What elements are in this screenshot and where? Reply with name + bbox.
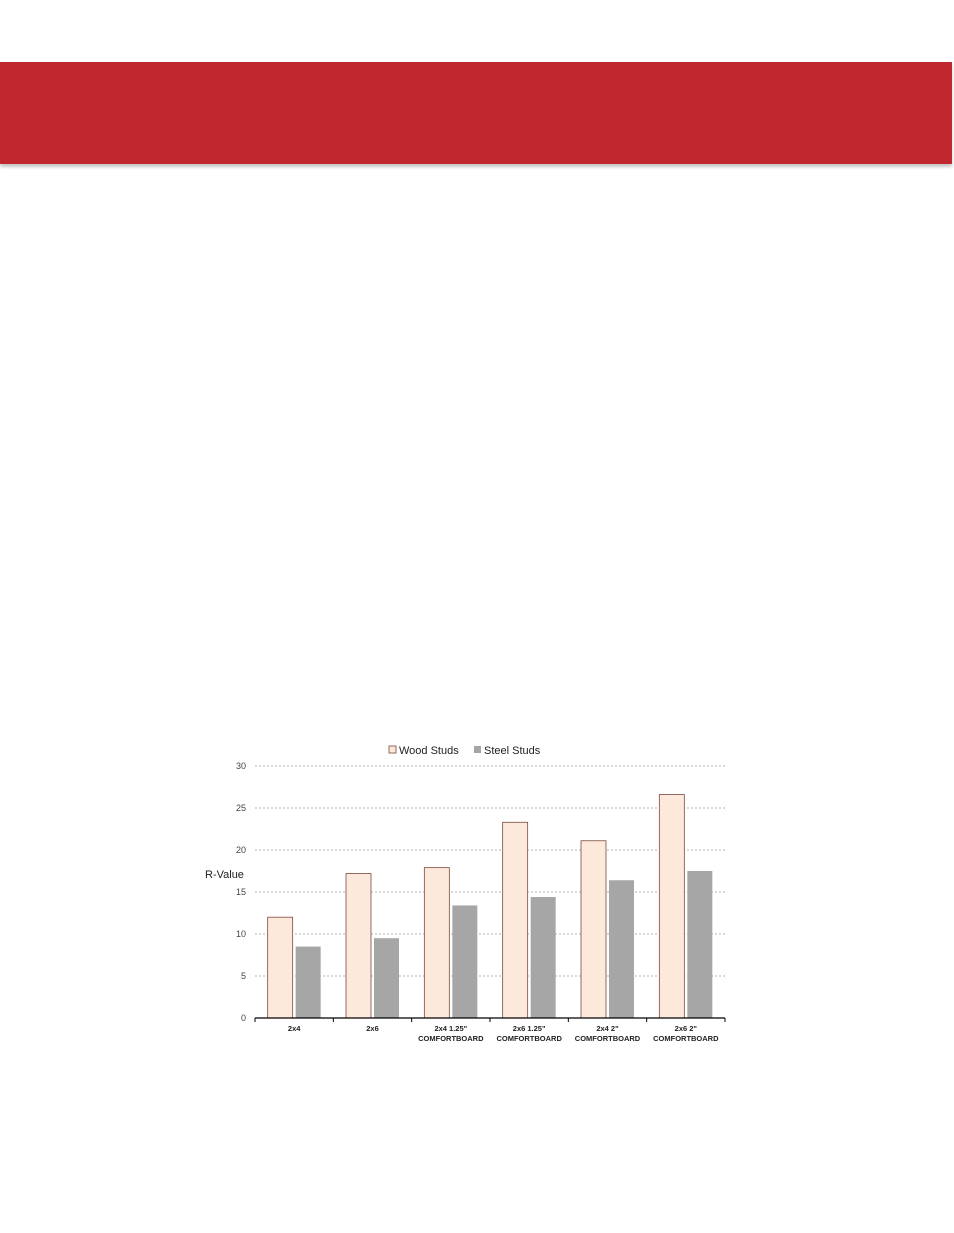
legend-wood-studs-swatch [389,746,396,753]
y-tick-label: 10 [235,929,246,939]
bar-wood-studs [659,795,684,1018]
bar-wood-studs [268,917,293,1018]
x-category-label: 2x4 1.25" [434,1024,468,1033]
bar-steel-studs [687,871,712,1018]
x-category-label: 2x6 1.25" [512,1024,546,1033]
y-tick-label: 5 [240,971,246,981]
bar-steel-studs [531,897,556,1018]
legend-steel-studs-swatch [474,746,481,753]
x-category-label: 2x6 2" [674,1024,697,1033]
x-category-label: COMFORTBOARD [418,1034,484,1043]
bar-steel-studs [296,947,321,1018]
y-tick-label: 25 [235,803,246,813]
bar-steel-studs [452,905,477,1018]
bar-steel-studs [374,938,399,1018]
y-tick-label: 20 [235,845,246,855]
x-category-label: 2x4 [287,1024,301,1033]
legend-wood-studs-label: Wood Studs [399,745,459,757]
y-tick-label: 30 [235,761,246,771]
bar-wood-studs [503,822,528,1018]
bar-steel-studs [609,880,634,1018]
y-tick-label: 0 [240,1013,246,1023]
x-category-label: 2x6 [366,1024,379,1033]
bar-wood-studs [424,868,449,1018]
grid-lines [255,766,725,976]
y-axis-label: R-Value [205,869,244,881]
legend-steel-studs-label: Steel Studs [484,745,541,757]
x-category-label: COMFORTBOARD [496,1034,562,1043]
bar-wood-studs [581,841,606,1018]
bars [268,795,713,1018]
bar-wood-studs [346,874,371,1018]
y-tick-label: 15 [235,887,246,897]
x-category-label: COMFORTBOARD [653,1034,719,1043]
x-category-label: 2x4 2" [596,1024,619,1033]
x-category-label: COMFORTBOARD [574,1034,641,1043]
legend [389,745,541,757]
